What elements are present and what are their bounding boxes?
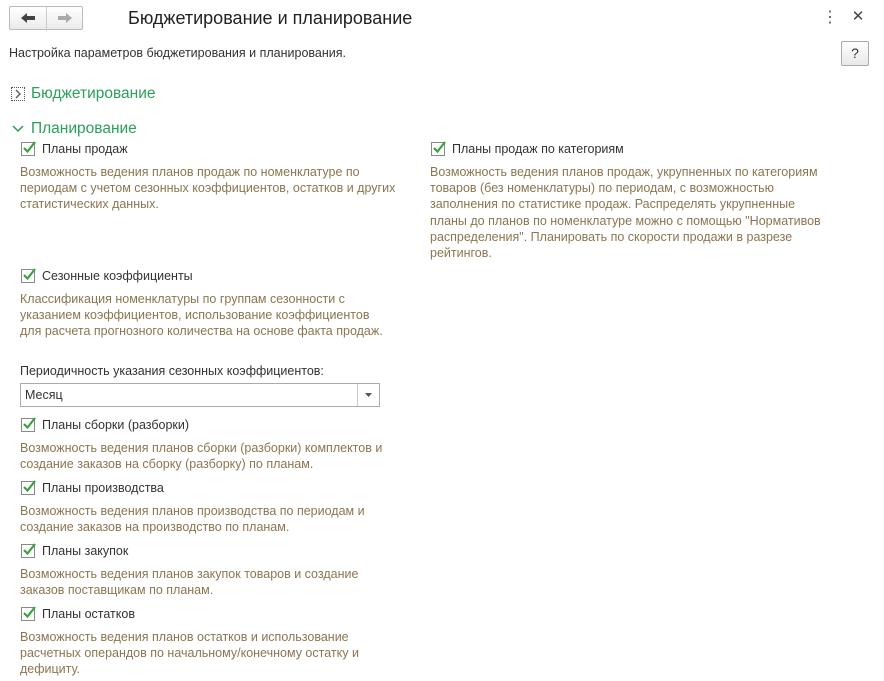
stock-plans-description: Возможность ведения планов остатков и использование расчетных операндов по начальному/конечному остатку и дефициту. xyxy=(20,630,359,677)
sales-plans-checkbox[interactable] xyxy=(21,142,35,156)
close-icon[interactable]: ✕ xyxy=(851,8,865,25)
purchase-plans-checkbox[interactable] xyxy=(21,544,35,558)
assembly-plans-description: Возможность ведения планов сборки (разборки) комплектов и создание заказов на сборку (разборку) по планам. xyxy=(20,441,383,472)
assembly-plans-checkbox[interactable] xyxy=(21,418,35,432)
more-menu-icon[interactable]: ⋮ xyxy=(822,9,838,26)
checkmark-icon xyxy=(21,541,37,557)
sales-plans-label: Планы продаж xyxy=(42,142,128,156)
back-button[interactable] xyxy=(10,6,46,30)
chevron-right-icon xyxy=(11,87,25,101)
group-budgeting-title: Бюджетирование xyxy=(31,85,156,102)
periodicity-select[interactable] xyxy=(20,383,380,407)
seasonal-coefficients-setting[interactable] xyxy=(21,269,193,283)
checkmark-icon xyxy=(21,139,37,155)
assembly-plans-label: Планы сборки (разборки) xyxy=(42,418,190,432)
page-description: Настройка параметров бюджетирования и планирования. xyxy=(9,46,346,60)
production-plans-description: Возможность ведения планов производства по периодам и создание заказов на производство по планам. xyxy=(20,504,365,535)
checkmark-icon xyxy=(21,266,37,282)
sales-plans-description: Возможность ведения планов продаж по номенклатуре по периодам с учетом сезонных коэффициентов, остатков и других статистических данных. xyxy=(20,165,396,212)
group-budgeting-header[interactable] xyxy=(11,85,156,103)
dropdown-button[interactable] xyxy=(357,384,379,406)
arrow-left-icon xyxy=(20,12,36,24)
periodicity-label: Периодичность указания сезонных коэффициентов: xyxy=(20,364,324,378)
checkmark-icon xyxy=(21,478,37,494)
production-plans-checkbox[interactable] xyxy=(21,481,35,495)
seasonal-coefficients-checkbox[interactable] xyxy=(21,269,35,283)
stock-plans-label: Планы остатков xyxy=(42,607,135,621)
checkmark-icon xyxy=(431,139,447,155)
stock-plans-setting[interactable] xyxy=(21,607,135,621)
category-sales-plans-setting[interactable] xyxy=(431,142,624,156)
checkmark-icon xyxy=(21,604,37,620)
category-sales-plans-label: Планы продаж по категориям xyxy=(452,142,624,156)
chevron-down-icon xyxy=(365,393,372,397)
periodicity-value: Месяц xyxy=(25,388,63,402)
group-planning-title: Планирование xyxy=(31,120,137,137)
stock-plans-checkbox[interactable] xyxy=(21,607,35,621)
seasonal-coefficients-label: Сезонные коэффициенты xyxy=(42,269,193,283)
seasonal-coefficients-description: Классификация номенклатуры по группам сезонности с указанием коэффициентов, использование коэффициентов для расчета прогнозного количества на основе факта продаж. xyxy=(20,292,383,339)
forward-button[interactable] xyxy=(47,6,83,30)
assembly-plans-setting[interactable] xyxy=(21,418,189,432)
production-plans-label: Планы производства xyxy=(42,481,164,495)
group-planning-header[interactable] xyxy=(11,120,137,138)
production-plans-setting[interactable] xyxy=(21,481,164,495)
help-button[interactable]: ? xyxy=(841,41,869,66)
checkmark-icon xyxy=(21,415,37,431)
window-title: Бюджетирование и планирование xyxy=(128,8,413,28)
purchase-plans-description: Возможность ведения планов закупок товаров и создание заказов поставщикам по планам. xyxy=(20,567,359,598)
sales-plans-setting[interactable] xyxy=(21,142,128,156)
category-sales-plans-checkbox[interactable] xyxy=(431,142,445,156)
chevron-down-icon xyxy=(11,122,25,136)
purchase-plans-label: Планы закупок xyxy=(42,544,129,558)
arrow-right-icon xyxy=(57,12,73,24)
purchase-plans-setting[interactable] xyxy=(21,544,128,558)
category-sales-plans-description: Возможность ведения планов продаж, укрупненных по категориям товаров (без номенклатуры) по периодам, с возможностью заполнения по статистике продаж. Распределять укрупненные планы до планов по номенклатуре можно с помощью "Нормативов распределения". Планировать по скорости продажи в разрезе рейтингов. xyxy=(430,165,821,261)
